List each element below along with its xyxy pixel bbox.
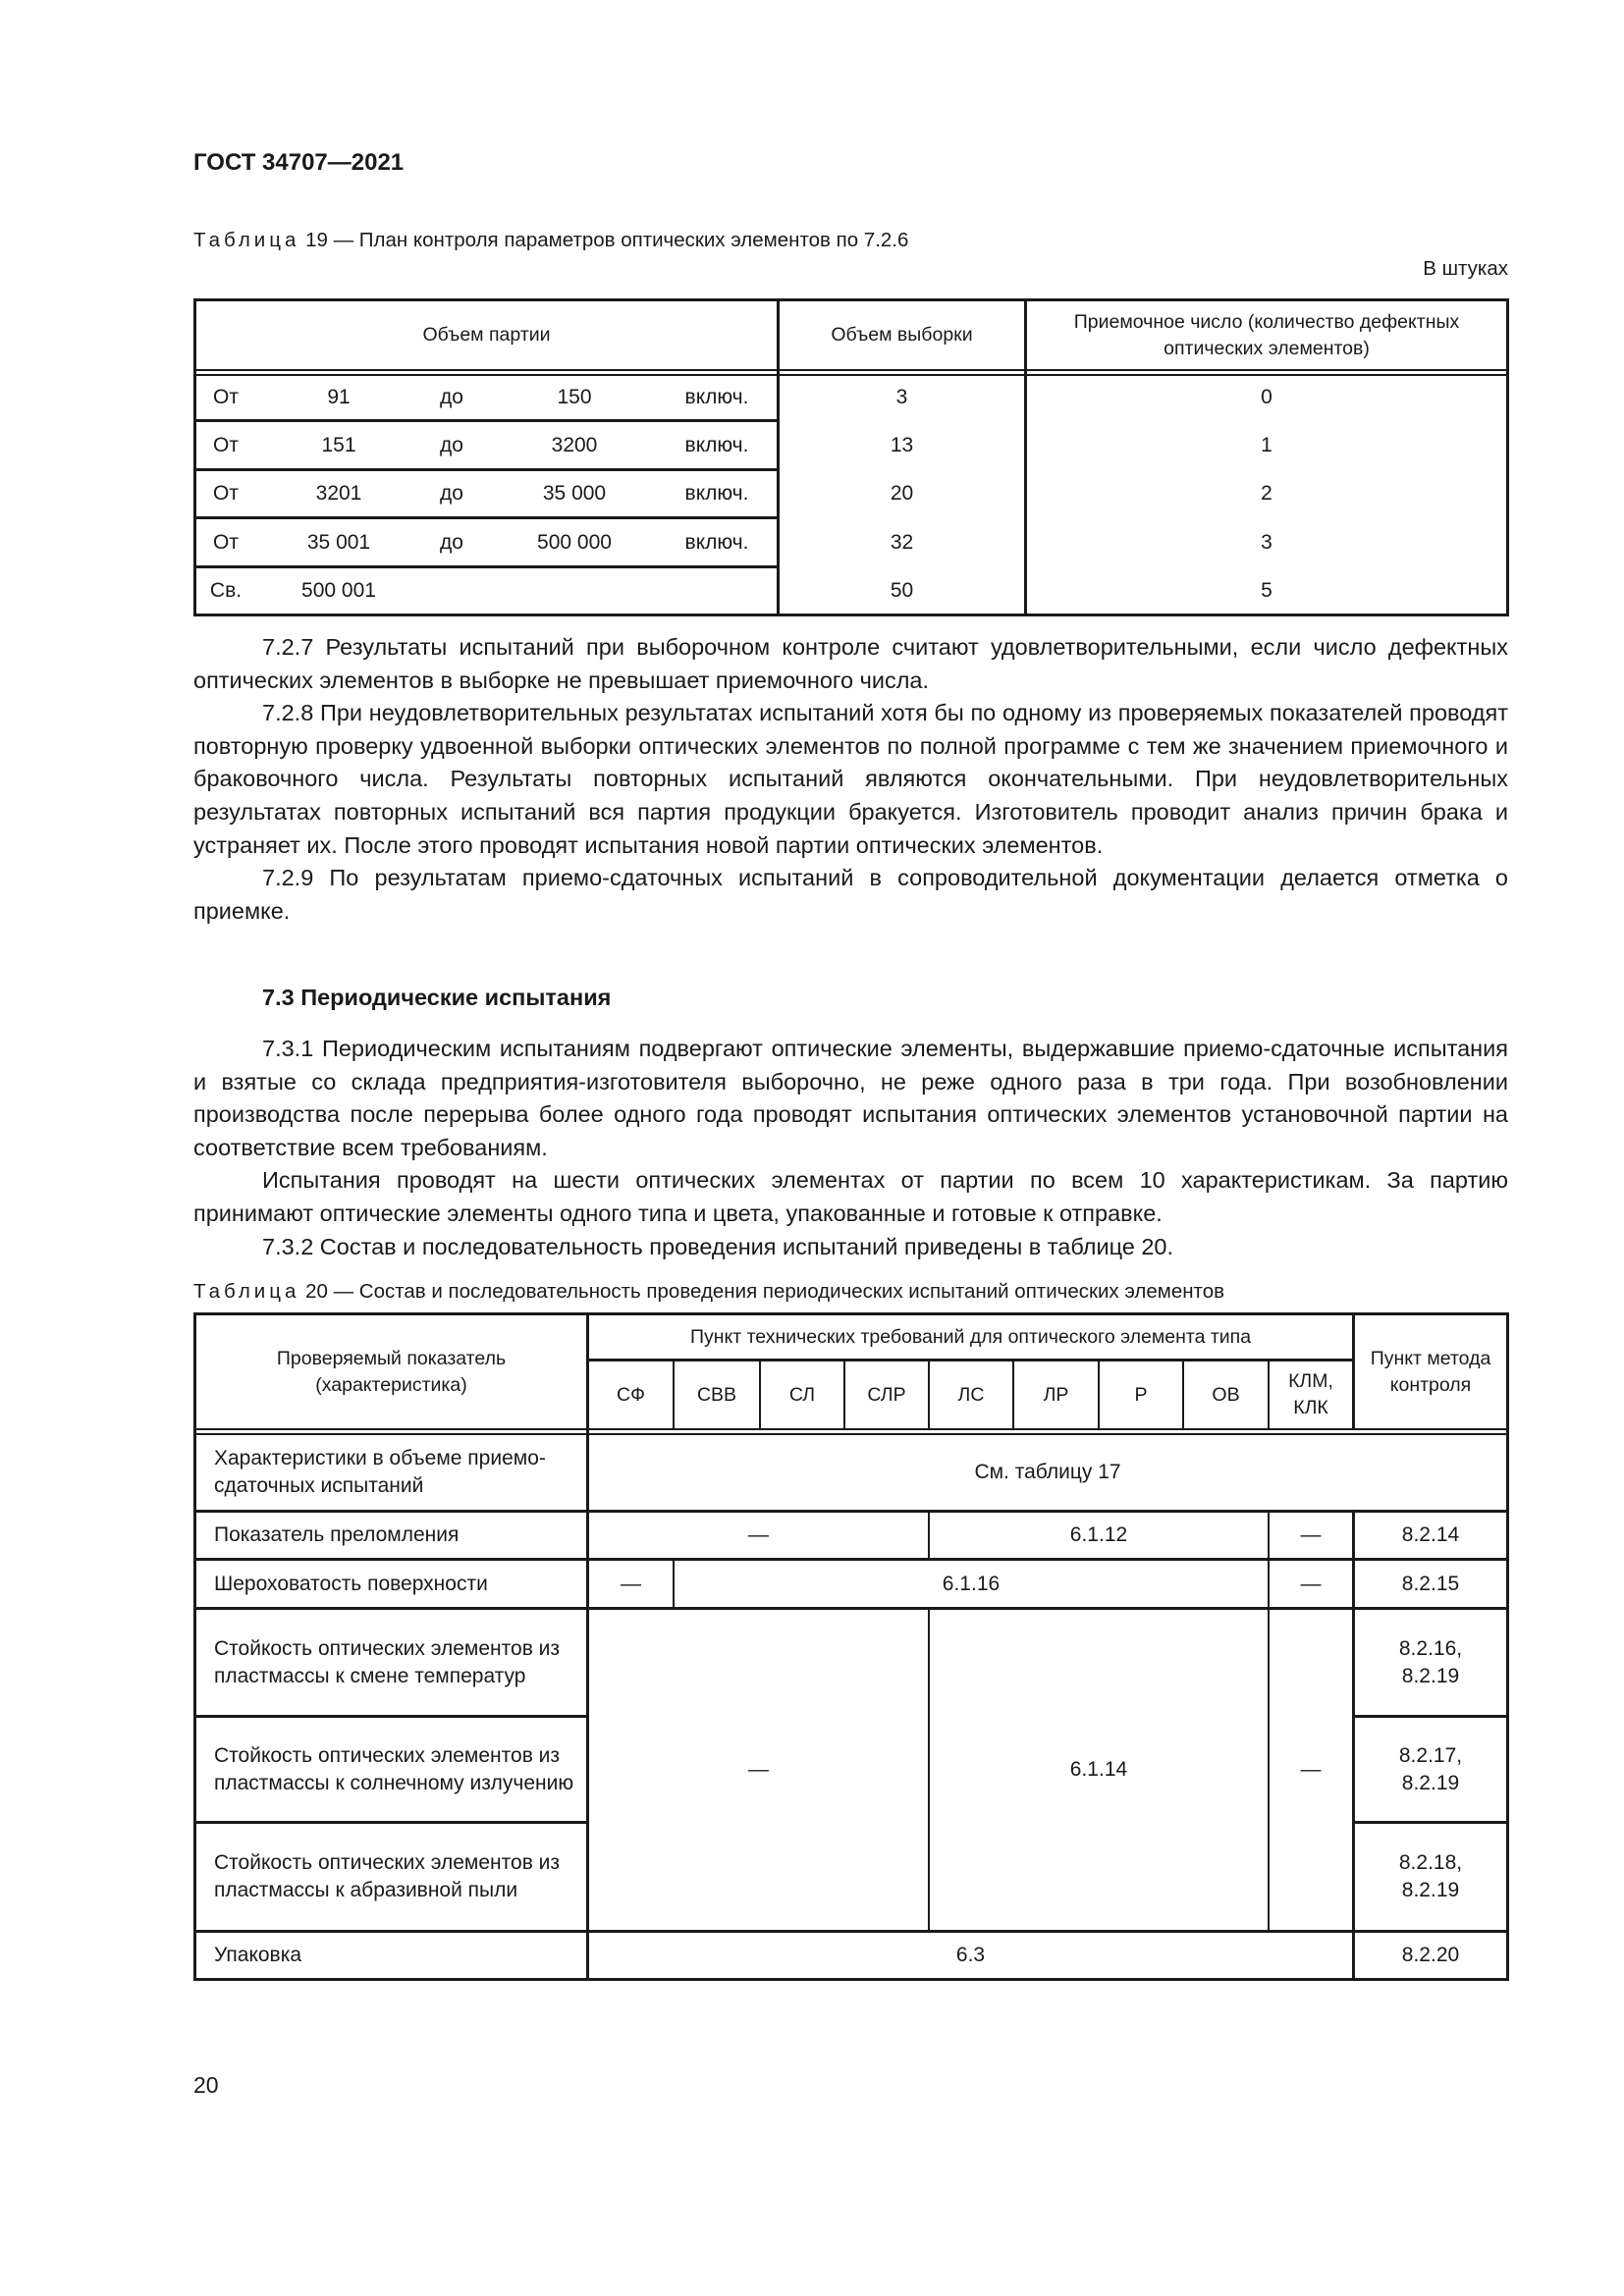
table20-cell-requirement: 6.3 [955,1944,986,1966]
table20-cell-method: 8.2.20 [1401,1944,1460,1966]
table20-cell-dash: — [748,1758,769,1781]
table20-cell-dash: — [1300,1758,1322,1781]
page-number: 20 [193,2072,219,2098]
table19-to-label: до [440,433,463,456]
table20-cell-requirement: 6.1.16 [942,1572,1001,1595]
table20-cell-dash: — [1300,1572,1322,1595]
table19-caption [193,229,908,252]
table19-acceptance-value: 5 [1261,579,1272,602]
table19-units: В штуках [1423,257,1508,280]
table20-cell-method: 8.2.16, 8.2.19 [1398,1636,1463,1687]
table20-cell-dash: — [748,1523,769,1546]
table19-sample-value: 32 [890,530,914,554]
paragraph-731: 7.3.1 Периодическим испытаниям подвергают оптические элементы, выдержавшие приемо-сдаточные испытания и взятые со склада предприятия-изготовителя выборочно, не реже одного раза в три года. При возобновлении производства после перерыва более одного года проводят испытания оптических элементов установочной партии на соответствие всем требованиям. [193,1036,1508,1160]
table19-from-value: 3201 [315,482,362,505]
table20-caption [193,1280,1224,1304]
table19-sample-value: 50 [890,579,914,602]
table19-border-right [1506,298,1509,616]
table19-to-value: 500 000 [537,530,612,554]
table20-type-sl: СЛ [788,1383,816,1406]
table20-row-indicator: Упаковка [214,1944,302,1966]
table19-from-label: От [213,482,239,505]
paragraph-728: 7.2.8 При неудовлетворительных результатах испытаний хотя бы по одному из проверяемых показателей проводят повторную проверку удвоенной выборки оптических элементов по полной программе с тем же значением приемочного и браковочного числа. Результаты повторных испытаний являются окончательными. При неудовлетворительных результатах повторных испытаний вся партия продукции бракуется. Изготовитель проводит анализ причин брака и устраняет их. После этого проводят испытания новой партии оптических элементов. [193,700,1508,858]
table20-header-tech-req: Пункт технических требований для оптического элемента типа [689,1325,1252,1348]
table19-sample-value: 13 [890,433,914,456]
table20-cell-dash: — [1300,1523,1322,1546]
table20-cell-dash: — [621,1572,641,1595]
table19-from-label: От [213,386,239,408]
table20-row-indicator: Характеристики в объеме приемо-сдаточных испытаний [214,1447,546,1497]
table19-sample-value: 20 [890,482,914,505]
table19-from-value: 91 [327,386,351,408]
table19-inclusive: включ. [684,386,749,408]
table20-row-merged-value: См. таблицу 17 [974,1461,1121,1483]
table19-acceptance-value: 1 [1261,433,1272,456]
table19-caption-text: 19 — План контроля параметров оптических элементов по 7.2.6 [305,229,909,251]
table19-sample-value: 3 [895,386,908,408]
table20-type-r: Р [1134,1383,1148,1406]
table19-from-value: 35 001 [306,530,371,554]
table20-type-ls: ЛС [957,1383,985,1406]
table19-from-label: От [213,433,239,456]
table20-cell-method: 8.2.18, 8.2.19 [1398,1851,1463,1901]
table19-inclusive: включ. [684,482,749,505]
table19-from-label: От [213,530,239,554]
table20-border-bottom [193,1978,1508,1981]
table19-row-line [193,565,779,568]
table19-from-label: Св. [209,579,243,602]
table19-to-label: до [440,386,463,408]
table19-acceptance-value: 0 [1261,386,1272,408]
paragraph-732: 7.3.2 Состав и последовательность проведения испытаний приведены в таблице 20. [262,1233,1174,1259]
table19-to-label: до [440,530,463,554]
table20-caption-text: 20 — Состав и последовательность проведения периодических испытаний оптических элементов [305,1280,1224,1303]
table19-to-value: 3200 [551,433,598,456]
paragraph-727: 7.2.7 Результаты испытаний при выборочном контроле считают удовлетворительными, если число дефектных оптических элементов в выборке не превышает приемочного числа. [193,634,1508,693]
table19-header-line [193,369,1508,371]
table20-caption-prefix: Таблица [193,1280,300,1303]
section-72-text [193,631,1508,928]
table20-row-indicator: Стойкость оптических элементов из пластмассы к солнечному излучению [214,1743,574,1794]
table19-header-acceptance: Приемочное число (количество дефектных оптических элементов) [1073,310,1460,359]
table20-cell-requirement: 6.1.14 [1069,1758,1128,1781]
table19-inclusive: включ. [684,433,749,456]
table19-to-value: 150 [557,386,592,408]
table20-row-indicator: Показатель преломления [214,1523,460,1546]
table20-cell-method: 8.2.15 [1401,1572,1460,1595]
document-code: ГОСТ 34707—2021 [193,149,405,176]
table19-to-value: 35 000 [542,482,607,505]
paragraph-731-cont: Испытания проводят на шести оптических элементах от партии по всем 10 характеристикам. За партию принимают оптические элементы одного типа и цвета, упакованные и готовые к отправке. [193,1167,1508,1226]
table19-from-value: 500 001 [301,579,376,602]
table20-type-sf: СФ [617,1383,645,1406]
table20-header-indicator: Проверяемый показатель (характеристика) [276,1347,507,1396]
table19-border-bottom [193,614,1508,616]
table19-header-sample: Объем выборки [831,324,973,346]
table20-header-line [193,1428,1508,1430]
table20-type-klm-klk: КЛМ, КЛК [1288,1370,1333,1418]
table20-type-lr: ЛР [1043,1383,1069,1406]
table19-inclusive: включ. [684,530,749,554]
section-73-title: 7.3 Периодические испытания [262,985,612,1010]
paragraph-729: 7.2.9 По результатам приемо-сдаточных испытаний в сопроводительной документации делается отметка о приемке. [193,865,1508,924]
table20-type-ov: ОВ [1212,1383,1240,1406]
table19-header-lot: Объем партии [422,324,551,346]
table20-header-method: Пункт метода контроля [1370,1347,1491,1396]
table20-border-right [1506,1312,1509,1981]
table19-caption-prefix: Таблица [193,229,300,251]
table19-to-label: до [440,482,463,505]
table19-acceptance-value: 2 [1261,482,1272,505]
table20-cell-method: 8.2.17, 8.2.19 [1398,1743,1463,1794]
table20-type-slr: СЛР [867,1383,906,1406]
table20-row-indicator: Стойкость оптических элементов из пластмассы к смене температур [214,1636,561,1687]
table20-cell-requirement: 6.1.12 [1069,1523,1128,1546]
table20-row-indicator: Стойкость оптических элементов из пластмассы к абразивной пыли [214,1851,561,1901]
table20-row-indicator: Шероховатость поверхности [214,1572,488,1595]
table20-cell-method: 8.2.14 [1401,1523,1460,1546]
table19-from-value: 151 [321,433,356,456]
table19-acceptance-value: 3 [1261,530,1272,554]
table20-type-svv: СВВ [696,1383,737,1406]
section-73-text [193,1033,1508,1263]
